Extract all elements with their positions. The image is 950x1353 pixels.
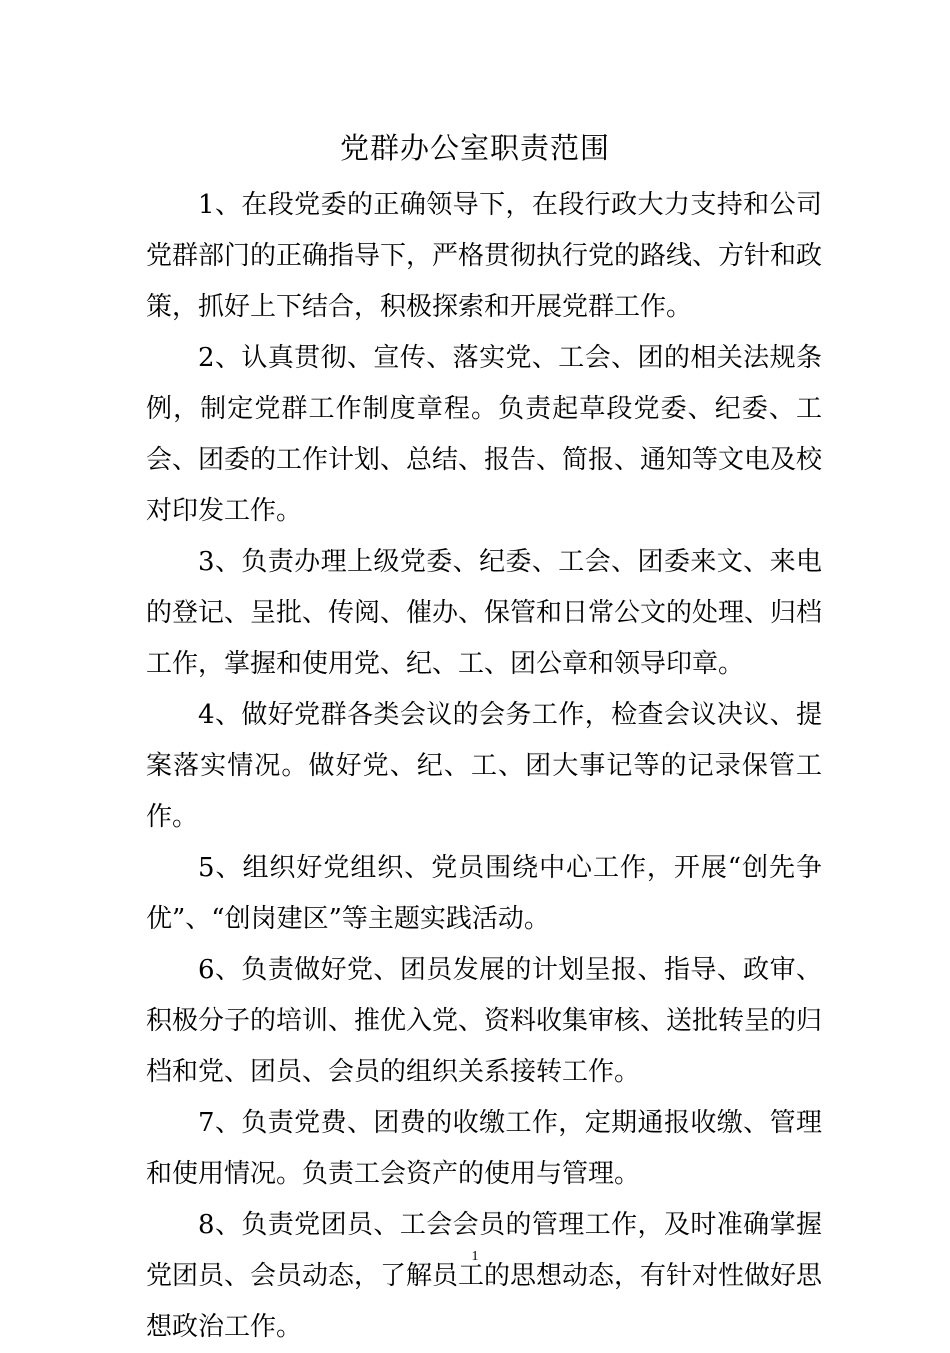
document-body [146, 180, 822, 1353]
paragraph-7: 7、负责党费、团费的收缴工作，定期通报收缴、管理和使用情况。负责工会资产的使用与管理。 [146, 1108, 822, 1189]
paragraph-3: 3、负责办理上级党委、纪委、工会、团委来文、来电的登记、呈批、传阅、催办、保管和日常公文的处理、归档工作，掌握和使用党、纪、工、团公章和领导印章。 [146, 547, 823, 679]
paragraph-1: 1、在段党委的正确领导下，在段行政大力支持和公司党群部门的正确指导下，严格贯彻执行党的路线、方针和政策，抓好上下结合，积极探索和开展党群工作。 [146, 190, 823, 322]
paragraph-4: 4、做好党群各类会议的会务工作，检查会议决议、提案落实情况。做好党、纪、工、团大事记等的记录保管工作。 [146, 700, 822, 832]
paragraph-5: 5、组织好党组织、党员围绕中心工作，开展“创先争优”、“创岗建区”等主题实践活动。 [146, 853, 822, 934]
paragraph-8: 8、负责党团员、工会会员的管理工作，及时准确掌握党团员、会员动态，了解员工的思想动态，有针对性做好思想政治工作。 [146, 1210, 823, 1342]
paragraph-2: 2、认真贯彻、宣传、落实党、工会、团的相关法规条例，制定党群工作制度章程。负责起草段党委、纪委、工会、团委的工作计划、总结、报告、简报、通知等文电及校对印发工作。 [146, 343, 823, 526]
page-number: 1 [471, 1249, 479, 1264]
paragraph-6: 6、负责做好党、团员发展的计划呈报、指导、政审、积极分子的培训、推优入党、资料收集审核、送批转呈的归档和党、团员、会员的组织关系接转工作。 [146, 955, 823, 1087]
document-title: 党群办公室职责范围 [339, 131, 610, 165]
